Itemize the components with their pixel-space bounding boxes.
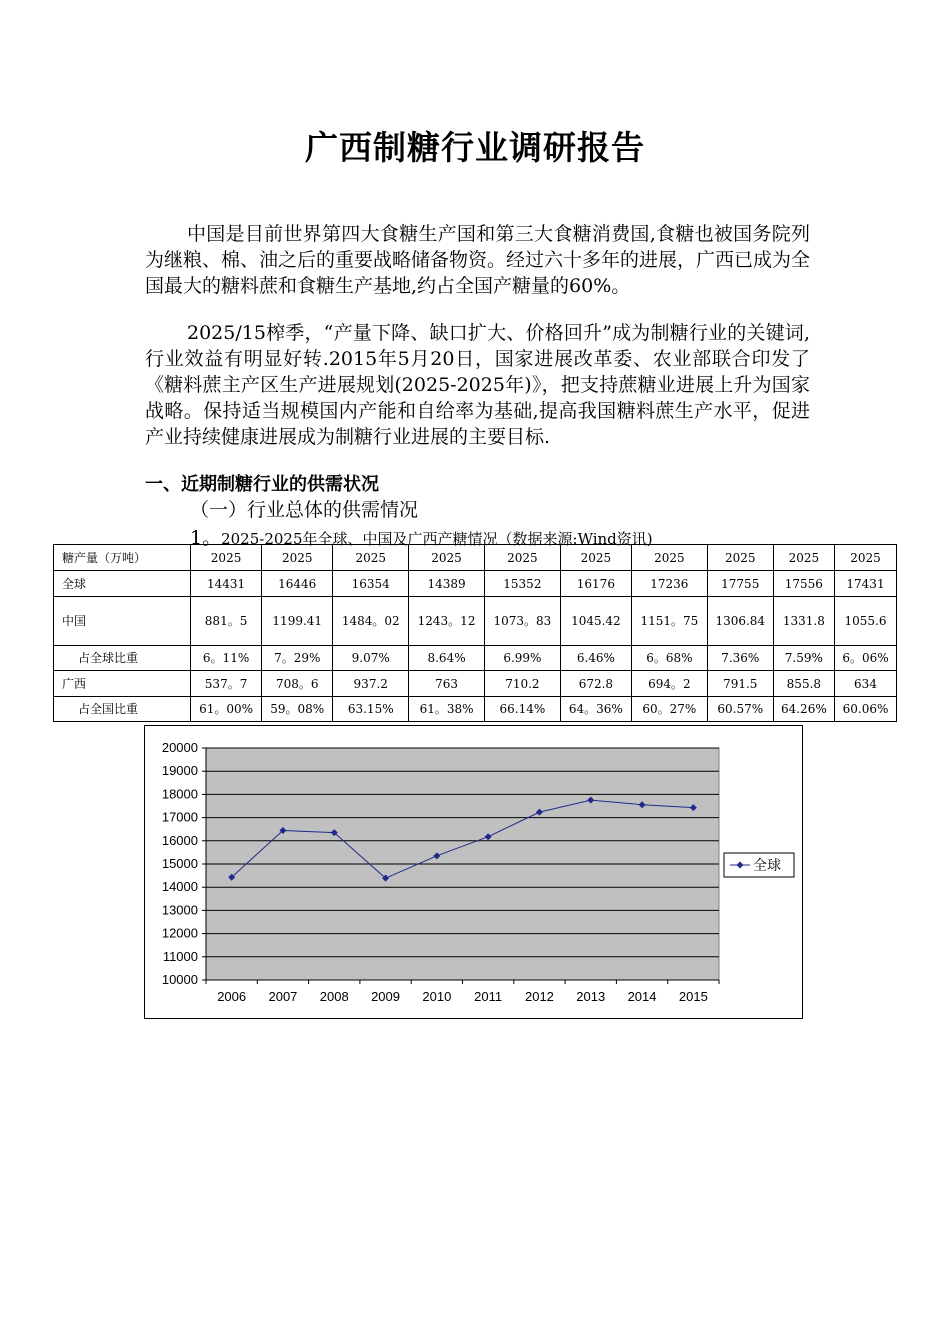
y-tick-label: 17000 <box>161 809 198 825</box>
table-cell: 1306.84 <box>707 597 773 646</box>
table-cell: 8.64% <box>409 646 485 671</box>
table-cell: 1045.42 <box>560 597 631 646</box>
table-cell: 64.26% <box>773 697 834 722</box>
year-header: 2025 <box>484 545 560 571</box>
caption-number: 1。 <box>190 527 222 549</box>
table-cell: 1331.8 <box>773 597 834 646</box>
table-cell: 66.14% <box>484 697 560 722</box>
year-header: 2025 <box>560 545 631 571</box>
x-tick-label: 2011 <box>474 989 503 1004</box>
y-tick-label: 10000 <box>161 972 198 987</box>
table-cell: 60.06% <box>835 697 897 722</box>
table-row <box>54 571 897 597</box>
table-cell: 7.59% <box>773 646 834 671</box>
row-label: 全球 <box>54 571 191 597</box>
row-label: 广西 <box>54 671 191 697</box>
row-label: 占全国比重 <box>54 697 191 722</box>
year-header: 2025 <box>773 545 834 571</box>
legend-label: 全球 <box>753 858 781 874</box>
table-cell: 694。2 <box>631 671 707 697</box>
table-cell: 1199.41 <box>262 597 333 646</box>
table-cell: 881。5 <box>191 597 262 646</box>
paragraph-1 <box>145 221 810 299</box>
table-cell: 63.15% <box>333 697 409 722</box>
year-header: 2025 <box>191 545 262 571</box>
table-cell: 791.5 <box>707 671 773 697</box>
subsection-heading: （一）行业总体的供需情况 <box>190 499 419 521</box>
table-cell: 61。00% <box>191 697 262 722</box>
table-cell: 17556 <box>773 571 834 597</box>
y-tick-label: 19000 <box>161 763 198 779</box>
table-cell: 16176 <box>560 571 631 597</box>
x-tick-label: 2014 <box>627 989 657 1004</box>
table-cell: 634 <box>835 671 897 697</box>
x-tick-label: 2009 <box>371 989 401 1004</box>
table-cell: 708。6 <box>262 671 333 697</box>
y-tick-label: 11000 <box>162 948 198 964</box>
table-cell: 60.57% <box>707 697 773 722</box>
y-tick-label: 14000 <box>161 879 198 895</box>
paragraph-text: 中国是目前世界第四大食糖生产国和第三大食糖消费国,食糖也被国务院列为继粮、棉、油之后的重要战略储备物资。经过六十多年的进展，广西已成为全国最大的糖料蔗和食糖生产基地,约占全国产糖量的60%。 <box>145 223 811 297</box>
table-header-label: 糖产量（万吨） <box>54 545 191 571</box>
table-cell: 763 <box>409 671 485 697</box>
table-cell: 14431 <box>191 571 262 597</box>
y-tick-label: 18000 <box>161 786 198 802</box>
table-cell: 61。38% <box>409 697 485 722</box>
table-cell: 1243。12 <box>409 597 485 646</box>
table-cell: 1055.6 <box>835 597 897 646</box>
x-tick-label: 2010 <box>422 989 452 1004</box>
table-cell: 710.2 <box>484 671 560 697</box>
x-tick-label: 2007 <box>268 989 298 1004</box>
table-cell: 17236 <box>631 571 707 597</box>
row-label: 中国 <box>54 597 191 646</box>
table-row <box>54 671 897 697</box>
year-header: 2025 <box>262 545 333 571</box>
table-cell: 16446 <box>262 571 333 597</box>
table-row <box>54 597 897 646</box>
x-tick-label: 2008 <box>319 989 349 1004</box>
table-cell: 1073。83 <box>484 597 560 646</box>
table-cell: 937.2 <box>333 671 409 697</box>
table-cell: 9.07% <box>333 646 409 671</box>
paragraph-2 <box>145 320 810 450</box>
y-tick-label: 13000 <box>161 902 198 918</box>
section-heading: 一、近期制糖行业的供需状况 <box>145 474 379 495</box>
table-cell: 1484。02 <box>333 597 409 646</box>
table-cell: 855.8 <box>773 671 834 697</box>
table-cell: 7。29% <box>262 646 333 671</box>
table-cell: 6.46% <box>560 646 631 671</box>
y-tick-label: 20000 <box>161 740 198 755</box>
paragraph-text: 2025/15榨季，“产量下降、缺口扩大、价格回升”成为制糖行业的关键词,行业效益有明显好转.2015年5月20日，国家进展改革委、农业部联合印发了《糖料蔗主产区生产进展规划(2025-2025年)》，把支持蔗糖业进展上升为国家战略。保持适当规模国内产能和自给率为基础,提高我国糖料蔗生产水平，促进产业持续健康进展成为制糖行业进展的主要目标. <box>145 322 810 448</box>
table-cell: 6。11% <box>191 646 262 671</box>
table-cell: 17431 <box>835 571 897 597</box>
x-tick-label: 2006 <box>217 989 247 1004</box>
table-row <box>54 697 897 722</box>
table-cell: 14389 <box>409 571 485 597</box>
table-cell: 16354 <box>333 571 409 597</box>
table-row <box>54 646 897 671</box>
year-header: 2025 <box>835 545 897 571</box>
x-tick-label: 2012 <box>524 989 554 1004</box>
x-tick-label: 2015 <box>678 989 708 1004</box>
table-cell: 59。08% <box>262 697 333 722</box>
caption-text: 2025-2025年全球、中国及广西产糖情况（数据来源:Wind资讯) <box>221 530 653 548</box>
page-title: 广西制糖行业调研报告 <box>305 128 645 167</box>
chart-canvas <box>145 726 802 1018</box>
table-cell: 15352 <box>484 571 560 597</box>
table-cell: 537。7 <box>191 671 262 697</box>
table-cell: 7.36% <box>707 646 773 671</box>
table-cell: 6.99% <box>484 646 560 671</box>
table-cell: 6。68% <box>631 646 707 671</box>
sugar-production-table <box>53 544 897 722</box>
table-header-row <box>54 545 897 571</box>
table-cell: 17755 <box>707 571 773 597</box>
year-header: 2025 <box>707 545 773 571</box>
row-label: 占全球比重 <box>54 646 191 671</box>
table-cell: 64。36% <box>560 697 631 722</box>
production-line-chart <box>144 725 803 1019</box>
y-tick-label: 15000 <box>161 856 198 871</box>
year-header: 2025 <box>409 545 485 571</box>
y-tick-label: 16000 <box>161 832 198 848</box>
table-cell: 60。27% <box>631 697 707 722</box>
y-tick-label: 12000 <box>161 925 198 941</box>
table-cell: 6。06% <box>835 646 897 671</box>
year-header: 2025 <box>631 545 707 571</box>
year-header: 2025 <box>333 545 409 571</box>
x-tick-label: 2013 <box>576 989 606 1004</box>
table-cell: 1151。75 <box>631 597 707 646</box>
table-cell: 672.8 <box>560 671 631 697</box>
